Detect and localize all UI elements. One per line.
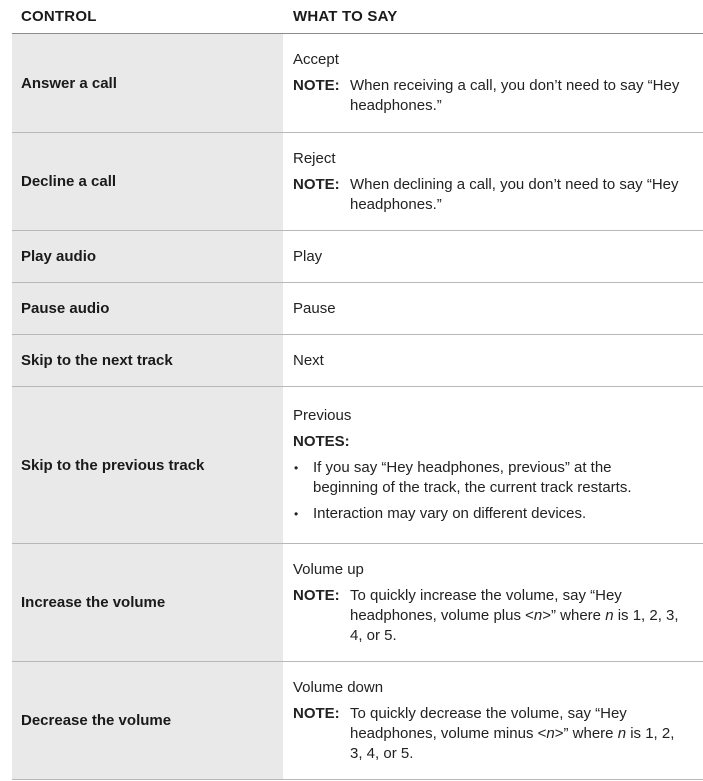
note-text-middle: >” where — [554, 724, 618, 742]
say-cell — [283, 387, 703, 544]
voice-commands-table — [12, 0, 703, 780]
control-cell: Decrease the volume — [12, 662, 283, 780]
note — [293, 76, 703, 116]
say-command: Pause — [283, 283, 703, 335]
note-label: NOTE: — [293, 586, 340, 604]
say-command: Reject — [293, 149, 336, 167]
note — [293, 586, 703, 646]
table-row — [12, 34, 703, 133]
control-cell: Increase the volume — [12, 544, 283, 662]
table-row — [12, 133, 703, 231]
note — [293, 704, 703, 764]
table-row — [12, 387, 703, 544]
note-label: NOTE: — [293, 175, 340, 193]
control-cell: Answer a call — [12, 34, 283, 133]
note — [293, 175, 703, 215]
note-label: NOTE: — [293, 704, 340, 722]
table-row — [12, 231, 703, 283]
notes-heading: NOTES: — [293, 433, 350, 450]
table-row — [12, 544, 703, 662]
note-text-middle: >” where — [542, 606, 606, 624]
table-row — [12, 283, 703, 335]
table-row — [12, 662, 703, 780]
note-text-prefix: To quickly decrease the volume, say “Hey headphones, volume minus < — [350, 704, 627, 742]
say-command: Volume down — [293, 678, 384, 696]
note-text-suffix: is 1, 2, 3, 4, or 5. — [350, 724, 675, 762]
say-command: Play — [283, 231, 703, 283]
note-variable: n — [617, 724, 627, 742]
note-text-prefix: To quickly increase the volume, say “Hey headphones, volume plus < — [350, 586, 622, 624]
note-variable: n — [546, 724, 555, 742]
list-item — [293, 504, 703, 524]
note-text: When declining a call, you don’t need to say “Hey headphones.” — [350, 175, 679, 213]
control-cell: Skip to the previous track — [12, 387, 283, 544]
say-cell — [283, 544, 703, 662]
list-item — [293, 458, 703, 498]
control-cell: Skip to the next track — [12, 335, 283, 387]
bullet-icon: • — [294, 461, 299, 475]
say-command: Next — [283, 335, 703, 387]
table-header-row — [12, 0, 703, 34]
note-label: NOTE: — [293, 77, 340, 94]
note-variable: n — [605, 606, 614, 624]
header-control: CONTROL — [12, 0, 283, 34]
note-text — [350, 586, 703, 646]
note-text — [350, 704, 703, 764]
bullet-text: If you say “Hey headphones, previous” at the beginning of the track, the current track restarts. — [313, 459, 632, 496]
say-cell — [283, 34, 703, 133]
say-command: Volume up — [293, 560, 364, 578]
bullet-text: Interaction may vary on different devices. — [313, 505, 587, 522]
header-what-to-say: WHAT TO SAY — [283, 0, 703, 34]
control-cell: Pause audio — [12, 283, 283, 335]
note-variable: n — [533, 606, 543, 624]
say-command: Accept — [293, 51, 339, 68]
note-text: When receiving a call, you don’t need to say “Hey headphones.” — [350, 77, 680, 114]
note-text-suffix: is 1, 2, 3, 4, or 5. — [350, 606, 679, 644]
say-cell — [283, 662, 703, 780]
bullet-icon: • — [294, 507, 299, 521]
control-cell: Play audio — [12, 231, 283, 283]
say-command: Previous — [293, 407, 352, 424]
table-row — [12, 335, 703, 387]
control-cell: Decline a call — [12, 133, 283, 231]
say-cell — [283, 133, 703, 231]
